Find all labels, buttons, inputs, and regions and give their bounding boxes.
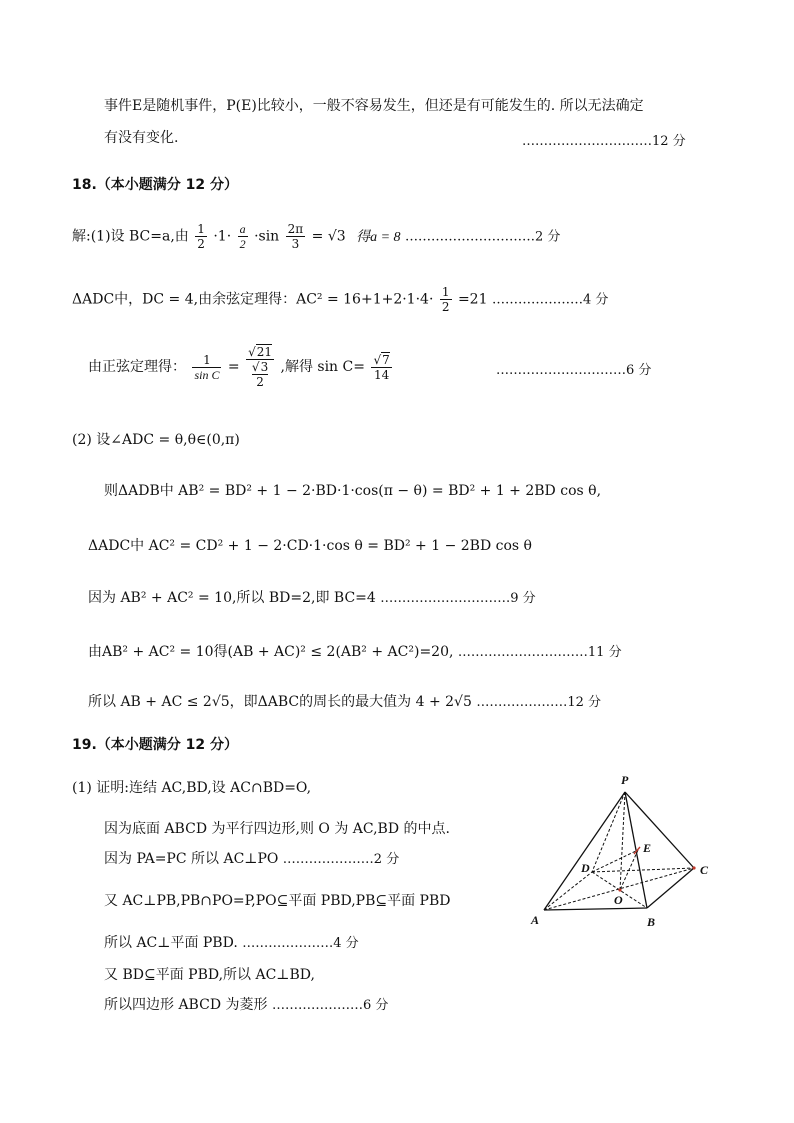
q17-points: …………………………12 分: [522, 134, 686, 149]
q18-line-1-result: 得a = 8: [356, 229, 401, 245]
q19-line-5-text: 所以 AC⊥平面 PBD.: [104, 935, 238, 951]
q19-line-3-points: …………………2 分: [282, 852, 400, 867]
q18-title: 18.（本小题满分 12 分）: [72, 177, 239, 193]
q18-line-1: 解:(1)设 BC=a,由 $\frac{1}{2}$ ·1· $\frac{a}{2}$ ·sin $\frac{2\pi}{3}$ = √3 得a = 8 …………………………2 分: [72, 222, 561, 251]
q18-line-3-points: …………………………6 分: [496, 363, 652, 378]
edge-AB: [544, 908, 647, 910]
q19-line-7-points: …………………6 分: [271, 998, 389, 1013]
q18-line-3-mid: ,解得 sin C=: [280, 359, 365, 375]
q18-line-7-text: 因为 AB² + AC² = 10,所以 BD=2,即 BC=4: [88, 590, 376, 606]
frac-half-2: $\frac{1}{2}$: [441, 285, 450, 314]
q19-line-4: 又 AC⊥PB,PB∩PO=P,PO⊆平面 PBD,PB⊆平面 PBD: [104, 893, 451, 909]
q18-line-9-points: …………………12 分: [476, 695, 602, 710]
q18-line-1-text: 解:(1)设 BC=a,由: [72, 228, 189, 245]
label-D: D: [581, 861, 590, 875]
pyramid-figure: [520, 768, 720, 938]
frac-2pi-3: $\frac{2\pi}{3}$: [287, 222, 304, 251]
q19-line-2: 因为底面 ABCD 为平行四边形,则 O 为 AC,BD 的中点.: [104, 821, 450, 837]
label-E: E: [643, 841, 652, 855]
label-P: P: [621, 773, 629, 787]
q18-line-9-text: 所以 AB + AC ≤ 2√5，即ΔABC的周长的最大值为 4 + 2√5: [88, 694, 472, 710]
q19-line-1: (1) 证明:连结 AC,BD,设 AC∩BD=O,: [72, 780, 312, 796]
q18-line-2-text: ΔADC中，DC = 4,由余弦定理得：AC² = 16+1+2·1·4·: [72, 291, 434, 308]
edge-DE: [592, 850, 638, 872]
q18-line-3: 由正弦定理得： $\frac{1}{\text{sin C}}$ = √21 √3 2 ,解得 sin C= $\frac{√7}{14}$: [88, 345, 390, 389]
q18-line-8: [88, 643, 622, 662]
q19-line-3: [104, 850, 399, 869]
q18-line-8-text: 由AB² + AC² = 10得(AB + AC)² ≤ 2(AB² + AC²)=20,: [88, 644, 454, 660]
q18-line-1-points: …………………………2 分: [405, 229, 561, 245]
edge-PO: [620, 792, 625, 890]
q18-line-6: ΔADC中 AC² = CD² + 1 − 2·CD·1·cos θ = BD² + 1 − 2BD cos θ: [88, 538, 532, 554]
q18-line-4: (2) 设∠ADC = θ,θ∈(0,π): [72, 432, 240, 448]
label-B: B: [647, 915, 656, 929]
label-C: C: [700, 863, 709, 877]
q18-line-2: [72, 285, 608, 314]
eq-sqrt3: = √3: [311, 228, 346, 245]
q18-line-7-points: …………………………9 分: [380, 591, 536, 606]
label-O: O: [614, 893, 623, 907]
q19-title: 19.（本小题满分 12 分）: [72, 737, 239, 753]
edge-EO: [620, 850, 638, 890]
q18-line-2-tail: =21: [457, 291, 488, 308]
q18-line-3-text: 由正弦定理得：: [88, 359, 186, 375]
sin-text: sin: [258, 228, 280, 245]
frac-half: $\frac{1}{2}$: [197, 222, 205, 251]
edge-AD: [544, 872, 592, 910]
q19-line-7: [104, 996, 388, 1015]
q19-line-6: 又 BD⊆平面 PBD,所以 AC⊥BD,: [104, 967, 315, 983]
edge-DC: [592, 868, 694, 872]
q19-line-3-text: 因为 PA=PC 所以 AC⊥PO: [104, 851, 279, 867]
q19-line-5-points: …………………4 分: [242, 936, 359, 951]
label-A: A: [531, 913, 540, 927]
q18-line-2-points: …………………4 分: [491, 292, 609, 308]
q18-line-9: [88, 693, 601, 712]
frac-sqrt7-14: $\frac{√7}{14}$: [373, 352, 390, 382]
q18-line-8-points: …………………………11 分: [457, 645, 622, 660]
edge-PA: [544, 792, 625, 910]
q17-line-1: 事件E是随机事件，P(E)比较小，一般不容易发生，但还是有可能发生的. 所以无法确定: [104, 98, 644, 114]
frac-1-sinC: $\frac{1}{\text{sin C}}$: [194, 352, 220, 382]
q19-line-7-text: 所以四边形 ABCD 为菱形: [104, 997, 268, 1013]
q18-line-5: 则ΔADB中 AB² = BD² + 1 − 2·BD·1·cos(π − θ) = BD² + 1 + 2BD cos θ,: [104, 483, 602, 499]
q19-line-5: [104, 934, 359, 953]
frac-sqrt21-over-sqrt3-2: √21 √3 2: [248, 345, 273, 389]
frac-a-half: $\frac{a}{2}$: [239, 222, 246, 251]
q17-line-2: 有没有变化.: [104, 130, 179, 146]
q18-line-7: [88, 589, 536, 608]
edge-BC: [647, 868, 694, 908]
